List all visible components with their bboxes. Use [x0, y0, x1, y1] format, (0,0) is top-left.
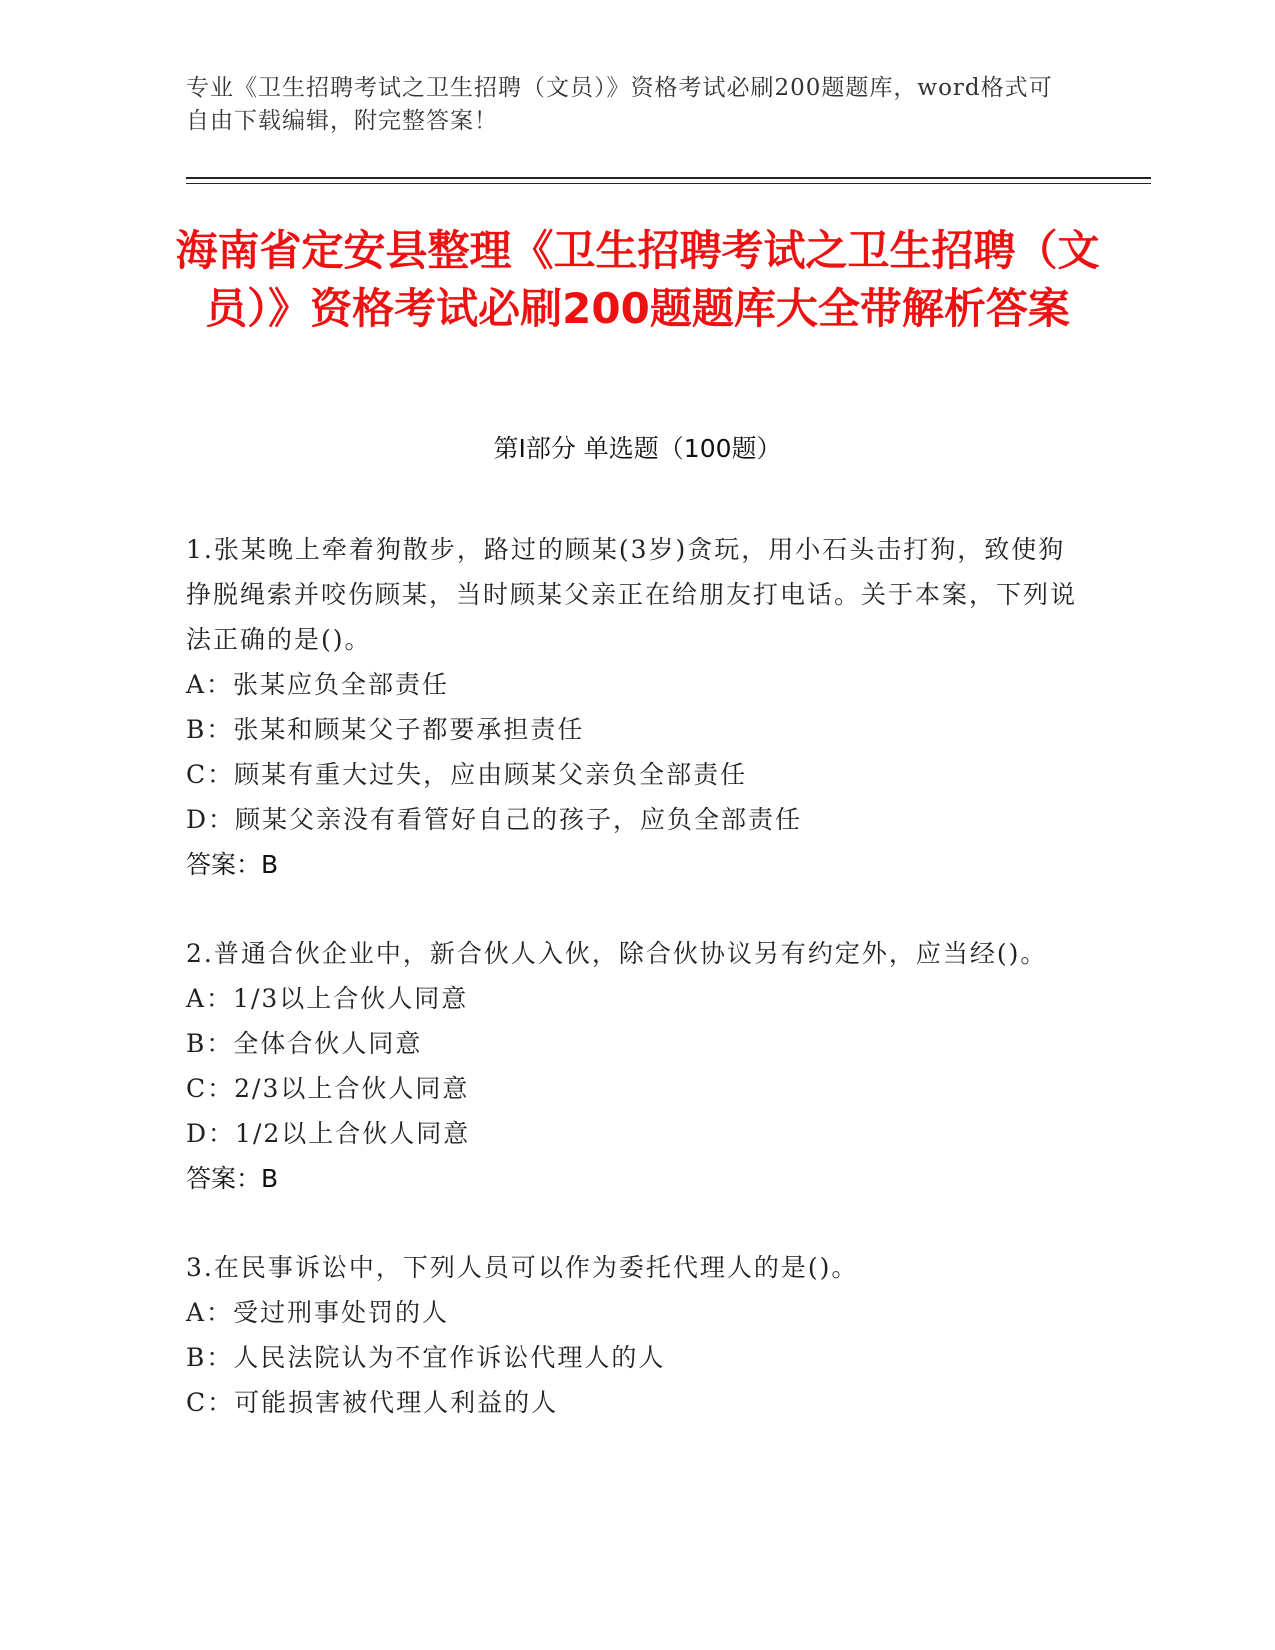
question-3	[186, 1245, 1086, 1425]
option-b: B：张某和顾某父子都要承担责任	[186, 715, 585, 744]
option-c: C：2/3以上合伙人同意	[186, 1074, 470, 1103]
header-rule-thick	[186, 177, 1151, 179]
header-note: 专业《卫生招聘考试之卫生招聘（文员）》资格考试必刷200题题库，word格式可自由下载编辑，附完整答案！	[186, 75, 1053, 134]
question-stem: 1.张某晚上牵着狗散步，路过的顾某(3岁)贪玩，用小石头击打狗，致使狗挣脱绳索并咬伤顾某，当时顾某父亲正在给朋友打电话。关于本案，下列说法正确的是()。	[186, 535, 1078, 654]
header-rule-thin	[186, 183, 1151, 184]
option-a: A：受过刑事处罚的人	[186, 1298, 450, 1327]
option-c: C：顾某有重大过失，应由顾某父亲负全部责任	[186, 760, 748, 789]
option-d: D：顾某父亲没有看管好自己的孩子，应负全部责任	[186, 805, 803, 834]
option-a: A：1/3以上合伙人同意	[186, 984, 469, 1013]
option-c: C：可能损害被代理人利益的人	[186, 1388, 559, 1417]
question-stem: 3.在民事诉讼中，下列人员可以作为委托代理人的是()。	[186, 1253, 859, 1282]
answer: 答案：B	[186, 1164, 279, 1193]
option-b: B：全体合伙人同意	[186, 1029, 423, 1058]
option-d: D：1/2以上合伙人同意	[186, 1119, 471, 1148]
answer: 答案：B	[186, 850, 279, 879]
question-2	[186, 931, 1086, 1201]
section-heading: 第Ⅰ部分 单选题（100题）	[493, 434, 782, 463]
document-title: 海南省定安县整理《卫生招聘考试之卫生招聘（文员）》资格考试必刷200题题库大全带解析答案	[175, 226, 1100, 333]
option-b: B：人民法院认为不宜作诉讼代理人的人	[186, 1343, 666, 1372]
question-list	[186, 527, 1086, 1469]
option-a: A：张某应负全部责任	[186, 670, 450, 699]
question-stem: 2.普通合伙企业中，新合伙人入伙，除合伙协议另有约定外，应当经()。	[186, 939, 1048, 968]
question-1	[186, 527, 1086, 887]
